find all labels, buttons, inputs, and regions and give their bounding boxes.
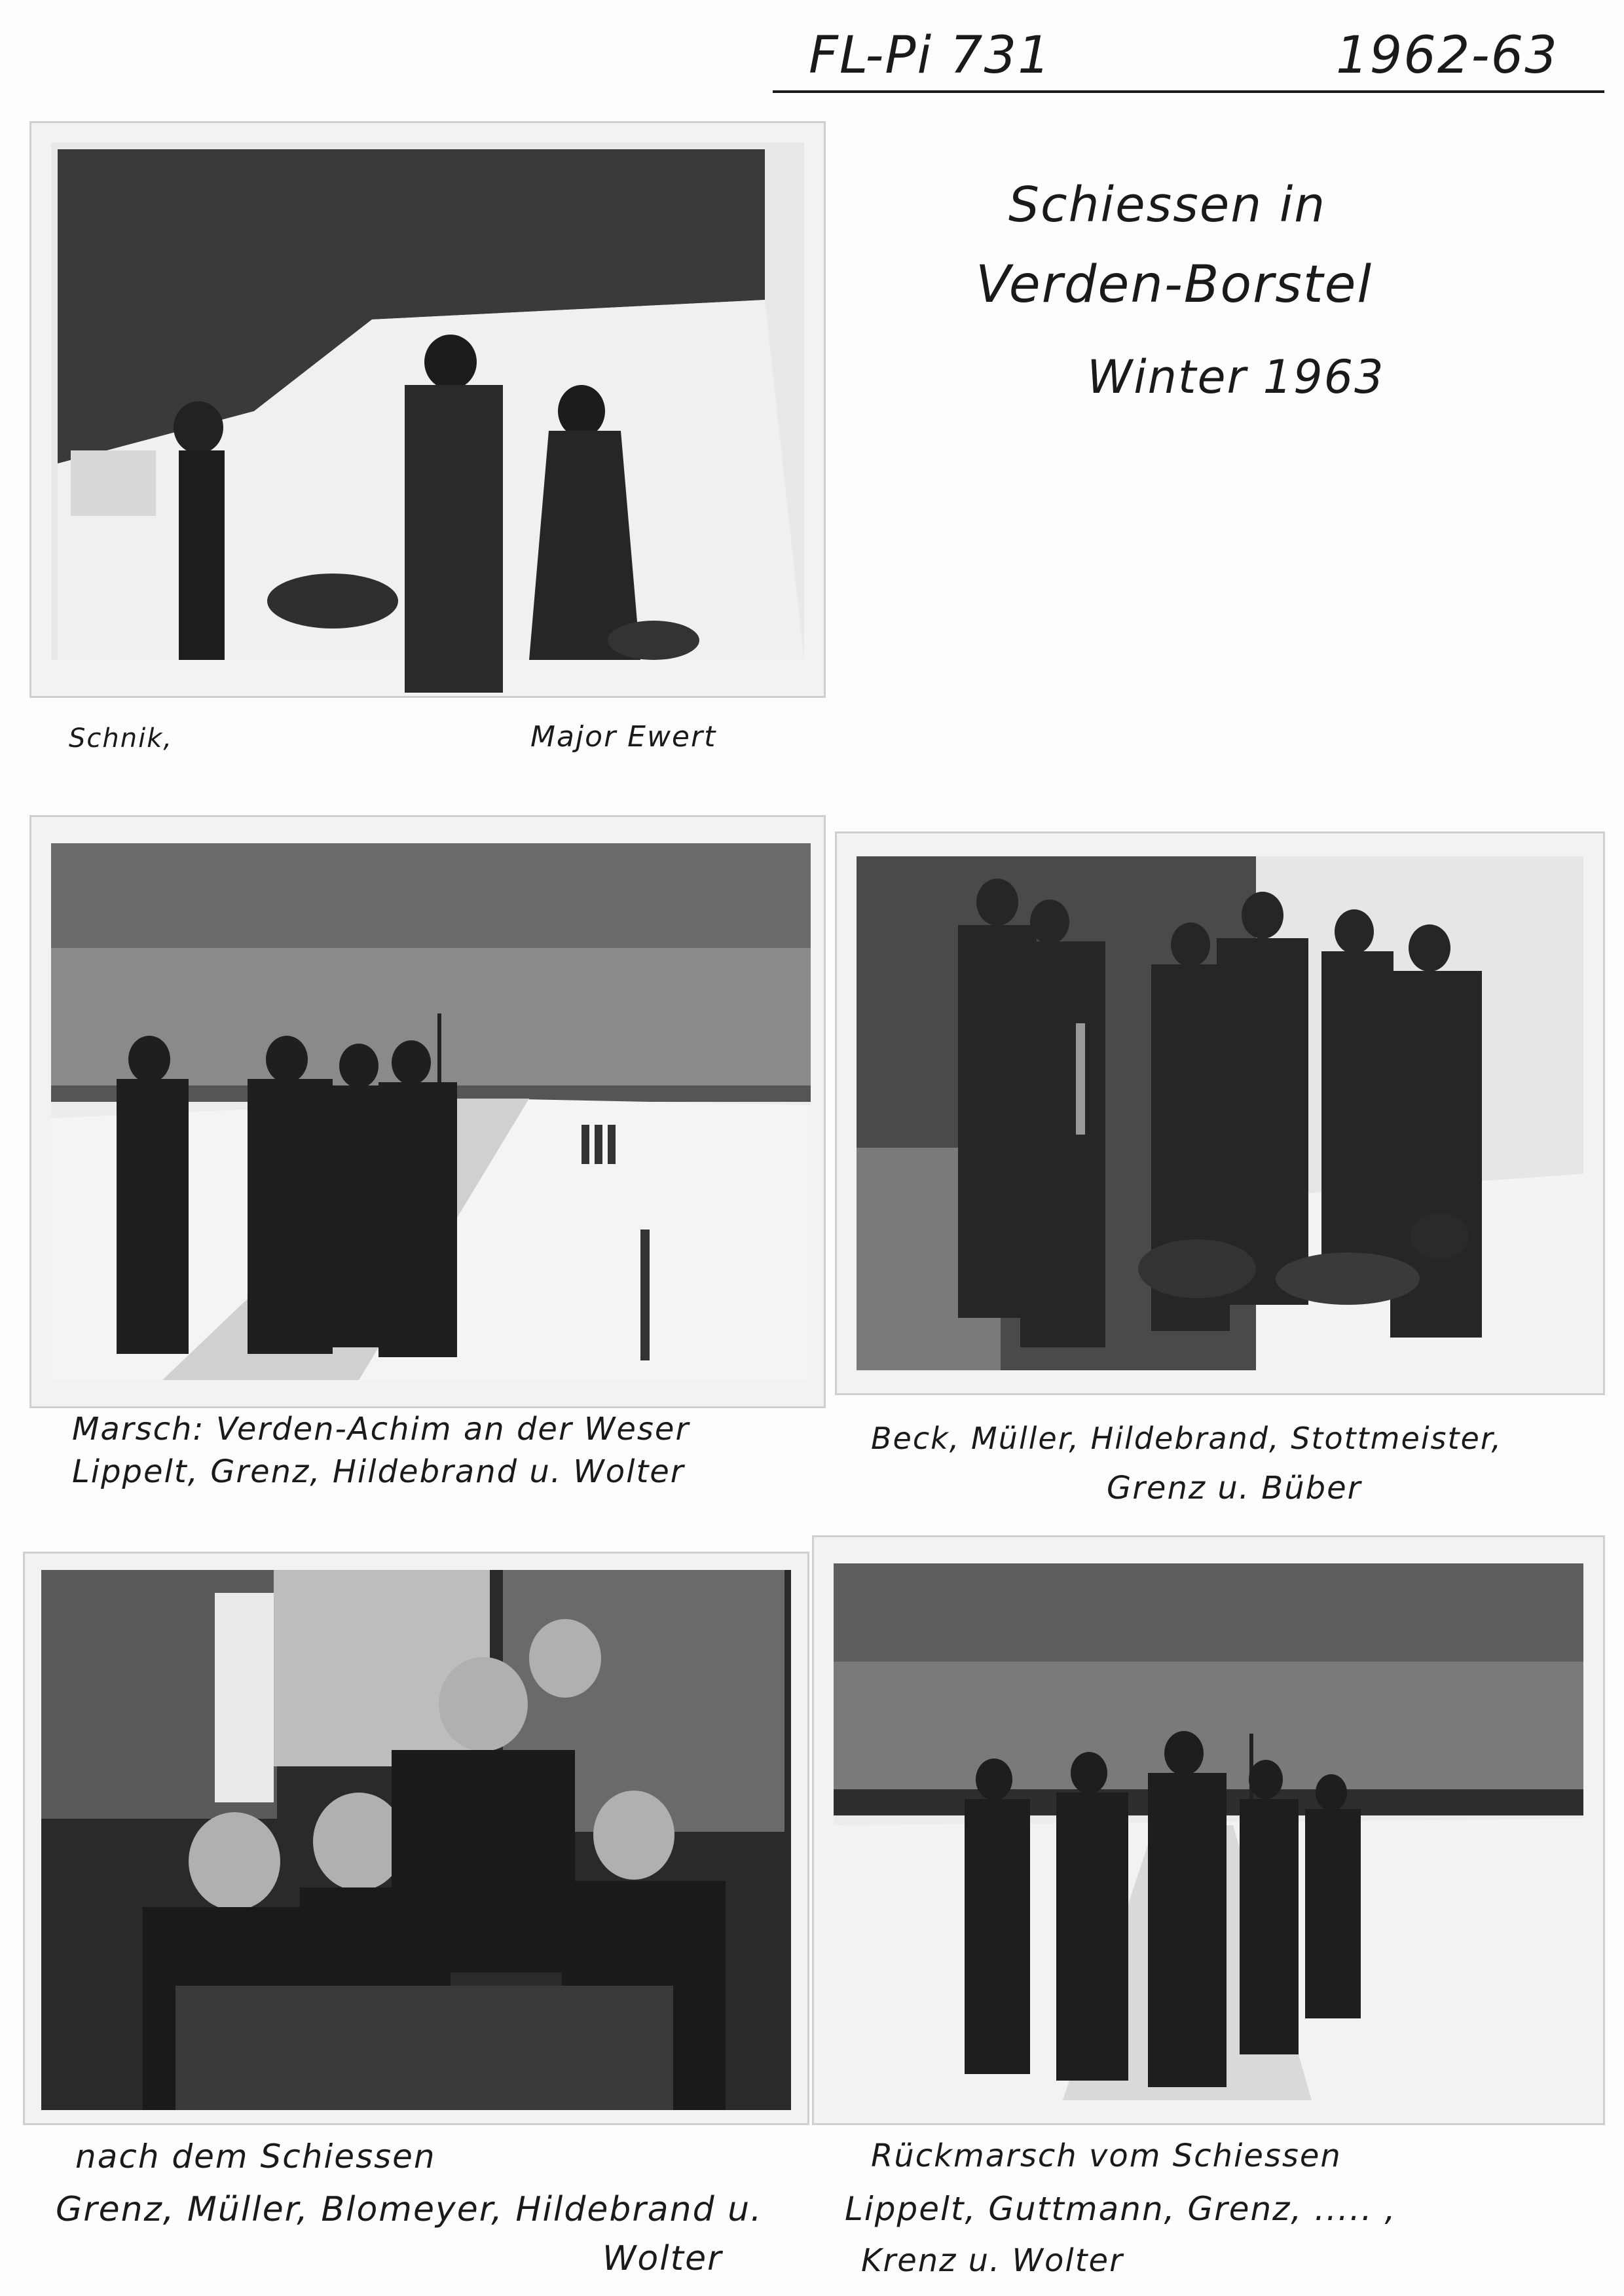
photo-march-verden-achim xyxy=(29,815,826,1408)
photo-3-caption-line-2: Grenz u. Büber xyxy=(1107,1470,1362,1506)
photo-2-caption-line-2: Lippelt, Grenz, Hildebrand u. Wolter xyxy=(72,1453,685,1490)
photo-4-caption-line-1: nach dem Schiessen xyxy=(75,2138,436,2176)
photo-2-image xyxy=(31,817,824,1406)
photo-group-equipment xyxy=(835,831,1605,1395)
header-underline xyxy=(773,90,1604,93)
photo-1-caption-left: Schnik, xyxy=(69,723,174,754)
photo-3-image xyxy=(837,833,1603,1393)
photo-1-image xyxy=(31,123,824,696)
photo-5-caption-line-3: Krenz u. Wolter xyxy=(861,2242,1124,2279)
photo-after-shooting xyxy=(23,1552,809,2125)
photo-3-caption-line-1: Beck, Müller, Hildebrand, Stottmeister, xyxy=(871,1421,1503,1456)
photo-4-image xyxy=(25,1554,807,2123)
title-line-1: Schiessen in xyxy=(1008,177,1327,233)
photo-1-caption-right: Major Ewert xyxy=(530,720,717,754)
photo-5-image xyxy=(814,1537,1603,2123)
photo-4-caption-line-2: Grenz, Müller, Blomeyer, Hildebrand u. xyxy=(56,2190,763,2229)
photo-5-caption-line-2: Lippelt, Guttmann, Grenz, ..... , xyxy=(845,2190,1397,2228)
photo-5-caption-line-1: Rückmarsch vom Schiessen xyxy=(871,2138,1342,2174)
years-label: 1962-63 xyxy=(1336,26,1559,85)
photo-return-march xyxy=(812,1535,1605,2125)
title-line-3: Winter 1963 xyxy=(1087,350,1385,404)
unit-label: FL-Pi 731 xyxy=(809,26,1052,85)
photo-4-caption-line-3: Wolter xyxy=(602,2239,723,2278)
photo-shooting-range xyxy=(29,121,826,698)
title-line-2: Verden-Borstel xyxy=(976,255,1373,314)
photo-2-caption-line-1: Marsch: Verden-Achim an der Weser xyxy=(72,1411,690,1448)
